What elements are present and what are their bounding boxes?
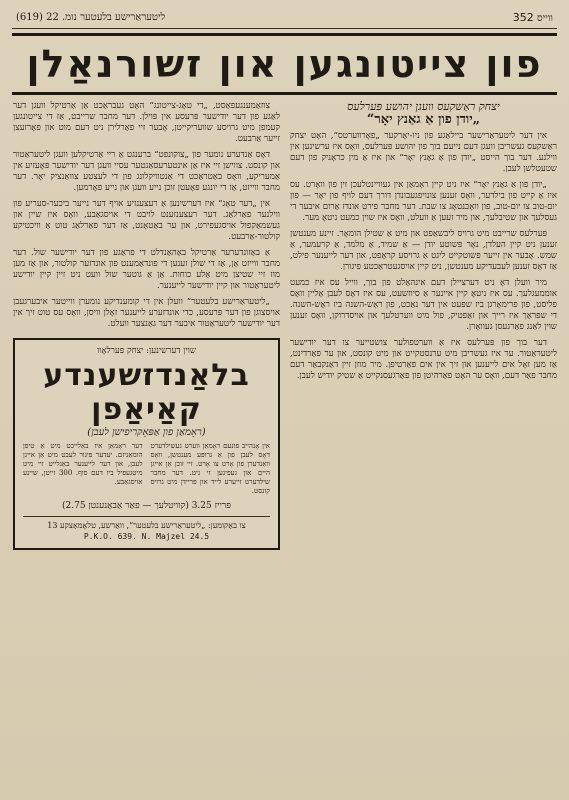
right-column — [290, 101, 557, 550]
article-paragraph: מיר וועלן דאָ ניט דערציילן דעם אינהאַלט פון בוך, ווייל עס איז כמעט אוממעגלעך. עס איז ניטאָ קיין איינער אַ סיוזשעט, עס איז דאָס לעבן אַליין וואָס פליסט, פון פרימאָרגן ביז שפּעט אין דער נאַכט, פון ראָש-השנה ביז ראָש-השנה. די שפּראַך איז רייך און זאַפטיק, פול מיט ווערטלעך און אויסדרוקן, וואָס זענען שוין לאַנג פאַרגעסן געוואָרן. — [290, 278, 557, 332]
ad-author-line: שוין דערשינען: יצחק פּערלאָוו — [97, 346, 196, 356]
left-column — [13, 101, 280, 550]
article-paragraph: „יודן פון אַ גאַנץ יאָר“ איז ניט קיין ראָמאַן אין געוויינטלעכן זין פון וואָרט. עס איז אַ קייט פון בילדער, וואָס זענען צונויפגעבונדן דורך דעם לויף פון יאָר — פון יום-טוב צו יום-טוב, פון וואָכנטאָג צו שבת. דער מחבר פירט אונדז אַרום איבער די געסלעך און שטיבלעך, און מיר זעען אַ וועלט, וואָס איז שוין כמעט ניטאָ מער. — [290, 180, 557, 223]
article-paragraph: אין „דער טאָג“ איז דערשינען אַ רעצענזיע אויף דער נייער ביכער-סעריע פון ווילנער פאַרלאַג. דער רעצענזענט לויבט די אויסגאַבע, וואָס איז שיין און געשמאַקפול אויסגעפירט, און ער באַטאָנט, אַז דער פאַרלאַג טוט אַ וויכטיקע קולטור-אַרבעט. — [13, 199, 280, 242]
article-paragraph: צוזאַמענגעפאַסט, „די טאָג-צייטונג“ האָט געבראַכט אַן אַרטיקל וועגן דער לאַגע פון דער יודישער פּרעסע אין פּוילן. דער מחבר שרייבט, אַז די צייטונגען קעמפן מיט גרויסע שוועריקייטן, אָבער זיי פאַרלירן ניט דעם מוט און פאָרזעצן זייער אַרבעט. — [13, 101, 280, 144]
article-header — [290, 101, 557, 125]
article-title: „יודן פון אַ גאַנץ יאָר“ — [366, 112, 481, 127]
article-paragraph: פּערלעס שרייבט מיט גרויס ליבשאַפט און מיט אַ שטילן הומאָר. זיינע מענטשן זענען ניט קיין העלדן, נאָר פּשוטע יודן — אַ שמיד, אַ מלמד, אַ קרעמער, אַ שמש. אָבער אין זייער פּשוטקייט ליגט אַ גרויסע קראַפט, און דער לייענער פילט, אַז דאָס זענען לעבעדיקע מענטשן, ניט קיין אויסגעטראַכטע פיגורן. — [290, 229, 557, 272]
article-subtitle: יצחק ראַשקעס וועגן יהושע פּערלעס — [347, 100, 500, 113]
ad-description — [23, 442, 270, 496]
ad-address: צו באַקומען: „ליטעראַרישע בלעטער“, וואַרשע, טלאָמאַצקע 13 — [23, 516, 270, 531]
article-paragraph: „ליטעראַרישע בלעטער“ וועלן אין די קומענדיקע נומערן ווייטער איבערגעבן אויסצוגן פון דער פּרעסע, כדי אונדזערע לייענער זאָלן וויסן, וואָס עס טוט זיך אין דער יודישער ליטעראַטור איבער דער גאַנצער וועלט. — [13, 297, 280, 329]
book-advertisement — [13, 338, 280, 550]
columns — [12, 101, 557, 550]
ad-description-right: אין אָנהייב פונעם ראָמאַן ווערט געשילדערט דאָס לעבן פון אַ גרופּע מענטשן, וואָס וואַנדערן פון אָרט צו אָרט. זיי זוכן אַן אייגן היים און געפינען זי ניט. דער מחבר שילדערט זייערע לייד און פריידן מיט גרויס קונסט. — [150, 442, 270, 495]
page-number: 352 — [512, 10, 534, 24]
article-paragraph: דער בוך פון פּערלעס איז אַ ווערטפולער צושטייער צו דער יודישער ליטעראַטור. ער איז געשריבן מיט ערנסטקייט און מיט קונסט, און ער פאַרדינט, אַז מען זאָל אים לייענען און זיך אין אים פאַרטיפן. מיר מוזן זיין דאַנקבאַר דעם מחבר פאַר דעם, וואָס ער האָט פאַרהיטן פון פאַרגעסנקייט אַ שטיק יודיש לעבן. — [290, 338, 557, 381]
article-paragraph: דאָס אַנדערע נומער פון „צוקונפט“ ברענגט אַ ריי אַרטיקלען וועגן ליטעראַטור און קונסט. צווישן זיי איז אַן אינטערעסאַנטער עסיי וועגן דער יודישער פּאָעזיע אין אַמעריקע, וואָס באַטראַכט די אַנטוויקלונג פון די לעצטע צוואַנציק יאָר. דער מחבר ווייזט, אַז די יונגע פּאָעטן זוכן נייע וועגן און נייע פאָרמען. — [13, 150, 280, 193]
ad-description-left: דער ראָמאַן איז באַלייכט מיט אַ טיפן הומאַניזם. יעדער פיגור לעבט מיט אַן אייגן לעבן, און דער לייענער באַגלייט זיי מיט מיטגעפיל ביז דעם סוף. 300 זייטן, שיינע אויסגאַבע. — [23, 442, 143, 486]
ad-book-title: בלאַנדזשענדע קאַיאַפן — [43, 358, 250, 427]
page-label: ווייס 352 — [512, 10, 553, 24]
ad-book-subtitle: (ראָמאַן פון אַפּאָקריפישן לעבן) — [87, 427, 206, 438]
section-banner-title: פון צייטונגען און זשורנאַלן — [12, 33, 557, 95]
article-paragraph: אַ באַזונדערער אַרטיקל באַהאַנדלט די פראַגע פון דער יודישער שול. דער מחבר ווייזט אָן, אַז די שולן זענען די פונדאַמענט פון אונדזער קולטור, און אַז מען מוז זיי שטיצן מיט אַלע כוחות. אָן אַ גוטער שול וועט ניט זיין קיין יודישע ליטעראַטור און קיין יודישער לייענער. — [13, 248, 280, 291]
ad-pko-account: P.K.O. 639. N. Majzel 24.5 — [83, 532, 210, 541]
ad-price: פּרייז 3.25 (קוויטלעך — פאַר אַבאָנענטן 2.75) — [62, 501, 231, 511]
running-head — [12, 8, 557, 29]
article-paragraph: אין דער ליטעראַרישער ביילאַגע פון ניו-יאָרקער „פאָרווערטס“, האָט יצחק ראַשקעס געשריבן וועגן דעם נייעם בוך פון יהושע פּערלעס, וואָס איז ערשינען אין ווילנע. דער בוך הייסט „יודן פון אַ גאַנץ יאָר“ און איז אַ מין כראָניק פון דעם שטעטלשן לעבן. — [290, 131, 557, 174]
journal-name: ליטעראַרישע בלעטער נומ. 22 (619) — [16, 11, 166, 23]
